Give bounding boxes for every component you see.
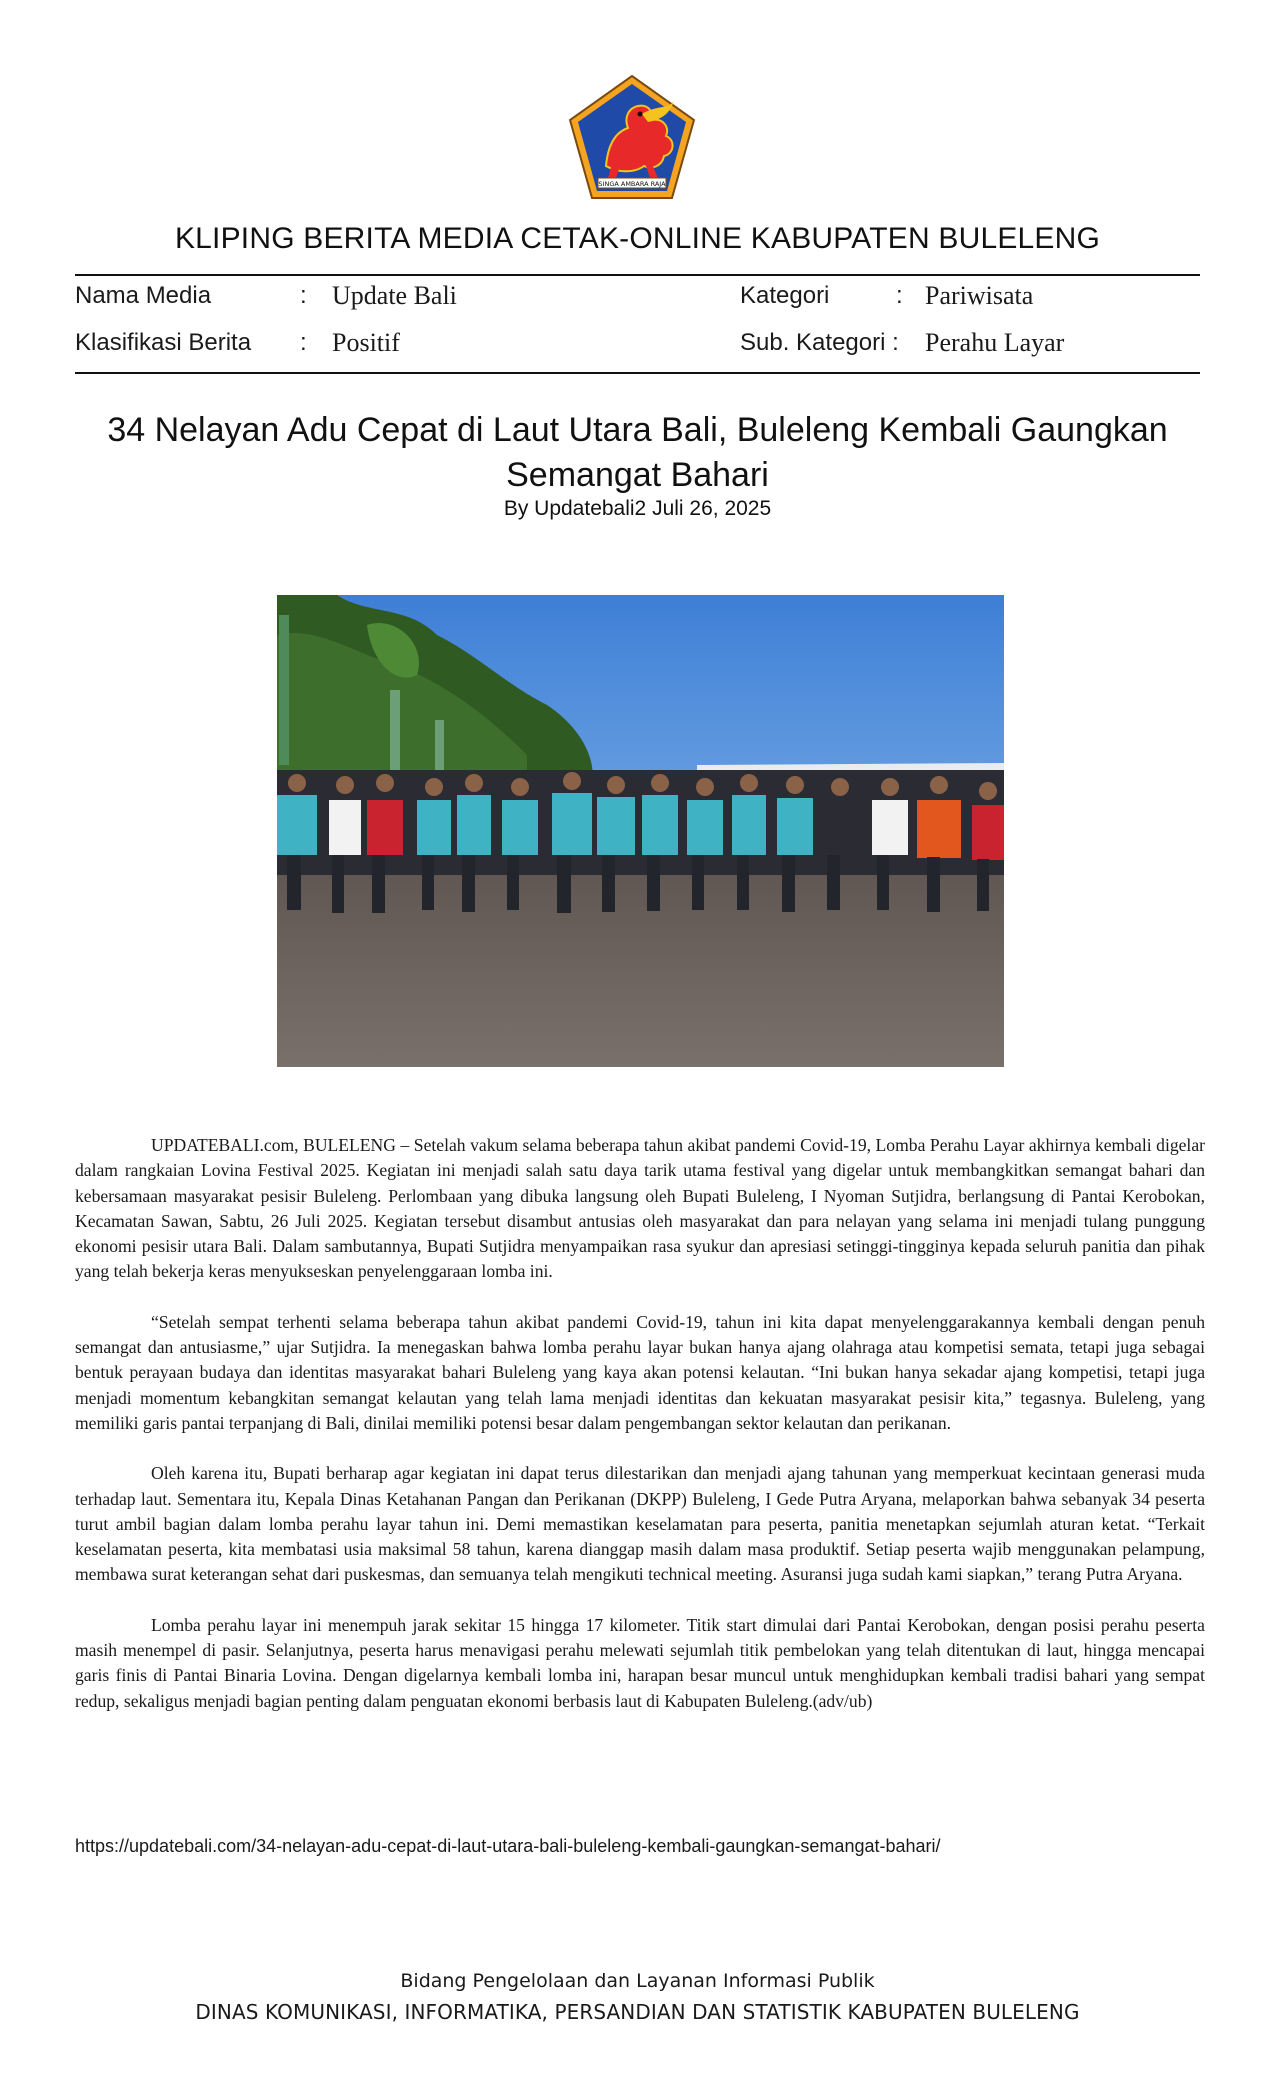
kategori-value: Pariwisata <box>925 281 1034 310</box>
meta-row-1 <box>0 280 1275 316</box>
article-headline: 34 Nelayan Adu Cepat di Laut Utara Bali, Buleleng Kembali Gaungkan Semangat Bahari <box>107 411 1168 494</box>
media-colon: : <box>300 282 307 309</box>
logo-text: SINGA AMBARA RAJA <box>598 180 666 188</box>
subkategori-label: Sub. Kategori : <box>740 329 899 356</box>
header-divider-bottom <box>75 372 1200 374</box>
kategori-label: Kategori <box>740 282 830 309</box>
article-paragraph: “Setelah sempat terhenti selama beberapa tahun akibat pandemi Covid-19, tahun ini kita dapat menyelenggarakannya kembali dengan penuh semangat dan antusiasme,” ujar Sutjidra. Ia menegaskan bahwa lomba perahu layar bukan hanya ajang olahraga atau kompetisi semata, tetapi juga sebagai bentuk perayaan budaya dan identitas masyarakat bahari Buleleng yang kaya akan potensi kelautan. “Ini bukan hanya sekadar ajang kompetisi, tetapi juga menjadi momentum kebangkitan semangat kelautan yang telah lama menjadi identitas dan kekuatan masyarakat pesisir kita,” tegasnya. Buleleng, yang memiliki garis pantai terpanjang di Bali, dinilai memiliki potensi besar dalam pengembangan sektor kelautan dan perikanan. <box>75 1311 1205 1433</box>
article-paragraph: UPDATEBALI.com, BULELENG – Setelah vakum selama beberapa tahun akibat pandemi Covid-19, Lomba Perahu Layar akhirnya kembali digelar dalam rangkaian Lovina Festival 2025. Kegiatan ini menjadi salah satu daya tarik utama festival yang digelar untuk membangkitkan semangat bahari dan kebersamaan masyarakat pesisir Buleleng. Perlombaan yang dibuka langsung oleh Bupati Buleleng, I Nyoman Sutjidra, berlangsung di Pantai Kerobokan, Kecamatan Sawan, Sabtu, 26 Juli 2025. Kegiatan tersebut disambut antusias oleh masyarakat dan para nelayan yang selama ini menjadi tulang punggung ekonomi pesisir utara Bali. Dalam sambutannya, Bupati Sutjidra menyampaikan rasa syukur dan apresiasi setinggi-tingginya kepada seluruh panitia dan pihak yang telah bekerja keras menyukseskan penyelenggaraan lomba ini. <box>75 1135 1205 1282</box>
meta-row-2 <box>0 327 1275 363</box>
footer-agency: DINAS KOMUNIKASI, INFORMATIKA, PERSANDIAN DAN STATISTIK KABUPATEN BULELENG <box>195 2000 1080 2024</box>
article-body <box>75 1133 1205 1739</box>
source-url[interactable]: https://updatebali.com/34-nelayan-adu-cepat-di-laut-utara-bali-buleleng-kembali-gaungkan-semangat-bahari/ <box>75 1836 941 1856</box>
media-value: Update Bali <box>332 281 457 310</box>
klasifikasi-colon: : <box>300 329 307 356</box>
klasifikasi-label: Klasifikasi Berita <box>75 329 252 356</box>
footer-department: Bidang Pengelolaan dan Layanan Informasi Publik <box>400 1970 875 1992</box>
article-photo <box>277 595 1004 1067</box>
article-byline: By Updatebali2 Juli 26, 2025 <box>503 497 772 520</box>
article-paragraph: Lomba perahu layar ini menempuh jarak sekitar 15 hingga 17 kilometer. Titik start dimulai dari Pantai Kerobokan, dengan posisi perahu peserta masih menempel di pasir. Selanjutnya, peserta harus menavigasi perahu melewati sejumlah titik pembelokan yang telah ditentukan di laut, hingga mencapai garis finis di Pantai Binaria Lovina. Dengan digelarnya kembali lomba ini, harapan besar muncul untuk menghidupkan kembali tradisi bahari yang sempat redup, sekaligus menjadi bagian penting dalam penguatan ekonomi berbasis laut di Kabupaten Buleleng.(adv/ub) <box>75 1614 1205 1711</box>
subkategori-value: Perahu Layar <box>925 328 1065 357</box>
kliping-title: KLIPING BERITA MEDIA CETAK-ONLINE KABUPATEN BULELENG <box>174 222 1101 255</box>
singa-ambara-raja-logo <box>566 74 698 202</box>
klasifikasi-value: Positif <box>332 328 400 357</box>
header-divider-top <box>75 274 1200 276</box>
kategori-colon: : <box>896 282 903 309</box>
media-label: Nama Media <box>75 282 212 309</box>
article-paragraph: Oleh karena itu, Bupati berharap agar kegiatan ini dapat terus dilestarikan dan menjadi ajang tahunan yang memperkuat kecintaan generasi muda terhadap laut. Sementara itu, Kepala Dinas Ketahanan Pangan dan Perikanan (DKPP) Buleleng, I Gede Putra Aryana, melaporkan bahwa sebanyak 34 peserta turut ambil bagian dalam lomba perahu layar tahun ini. Demi memastikan keselamatan para peserta, panitia menetapkan sejumlah aturan ketat. “Terkait keselamatan peserta, kita membatasi usia maksimal 58 tahun, karena dianggap masih dalam masa produktif. Setiap peserta wajib menggunakan pelampung, membawa surat keterangan sehat dari puskesmas, dan semuanya telah mengikuti technical meeting. Asuransi juga sudah kami siapkan,” terang Putra Aryana. <box>75 1463 1205 1585</box>
